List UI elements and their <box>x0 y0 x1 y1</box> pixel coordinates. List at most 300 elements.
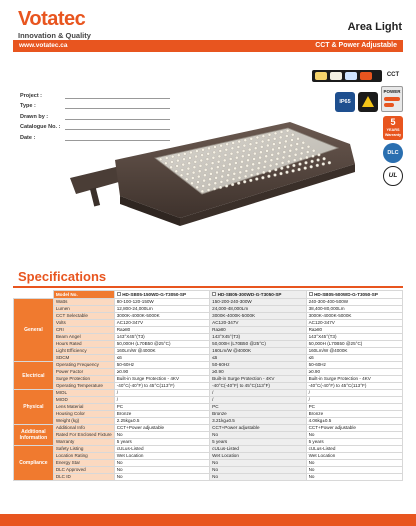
led-dot <box>253 158 256 161</box>
led-dot <box>267 139 270 142</box>
led-dot <box>274 174 277 177</box>
spec-value: 3000K-4000K-5000K <box>306 313 402 320</box>
model-row-spacer <box>14 291 54 299</box>
led-dot <box>243 180 246 183</box>
led-dot <box>244 139 247 142</box>
led-dot <box>317 153 320 156</box>
led-dot <box>257 167 260 170</box>
led-dot <box>261 176 264 179</box>
spec-row-label: Hours Rated <box>53 341 114 348</box>
brand-logo <box>18 8 85 30</box>
led-dot <box>195 150 198 153</box>
spec-row-label: Warranty <box>53 439 114 446</box>
spec-value: 143°X45°(T3) <box>306 334 402 341</box>
spec-value: No <box>114 467 209 474</box>
spec-value: 160Lm/W @4000K <box>210 348 306 355</box>
led-dot <box>210 167 213 170</box>
led-dot <box>209 172 212 175</box>
led-dot <box>226 179 229 182</box>
spec-row <box>14 425 403 432</box>
led-dot <box>201 154 204 157</box>
spec-value: ≤6 <box>114 355 209 362</box>
spec-value: PC <box>210 404 306 411</box>
led-dot <box>215 176 218 179</box>
led-dot <box>280 167 283 170</box>
led-dot <box>328 161 331 164</box>
led-dot <box>279 136 282 139</box>
led-dot <box>200 159 203 162</box>
specifications-table <box>13 290 403 481</box>
spec-value: Wet Location <box>210 453 306 460</box>
spec-row-label: CRI <box>53 327 114 334</box>
spec-value: 3.21kg±0.5 <box>210 418 306 425</box>
led-dot <box>164 162 167 165</box>
led-dot <box>245 170 248 173</box>
led-dot <box>307 145 310 148</box>
led-dot <box>288 155 291 158</box>
spec-value: No <box>114 460 209 467</box>
led-dot <box>191 182 194 185</box>
led-dot <box>259 151 262 154</box>
led-dot <box>217 160 220 163</box>
led-dot <box>207 189 210 192</box>
spec-row <box>14 467 403 474</box>
spec-value: No <box>114 432 209 439</box>
led-dot <box>278 141 281 144</box>
spec-value: ≤6 <box>210 355 306 362</box>
led-dot <box>213 151 216 154</box>
led-dot <box>286 129 289 132</box>
spec-value: ≥0.90 <box>210 369 306 376</box>
led-dot <box>255 178 258 181</box>
led-dot <box>249 143 252 146</box>
led-dot <box>235 156 238 159</box>
spec-value: No <box>210 432 306 439</box>
header-subtitle: CCT & Power Adjustable <box>315 41 397 49</box>
spec-row-label: Volts <box>53 320 114 327</box>
led-dot <box>209 178 212 181</box>
led-dot <box>247 154 250 157</box>
spec-row-label: MIOD <box>53 397 114 404</box>
led-dot <box>243 144 246 147</box>
spec-value: 150-200-240-300W <box>210 299 306 306</box>
led-dot <box>239 171 242 174</box>
led-dot <box>203 174 206 177</box>
led-dot <box>219 186 222 189</box>
spec-group-label: Additional Information <box>14 425 54 446</box>
led-dot <box>291 133 294 136</box>
led-dot <box>232 142 235 145</box>
spec-value: 160Lm/W @4000K <box>306 348 402 355</box>
spec-row <box>14 460 403 467</box>
led-dot <box>269 164 272 167</box>
type-field-label: Type : <box>20 103 36 109</box>
badge-warranty-years: 5 <box>390 117 396 127</box>
led-dot <box>165 157 168 160</box>
led-dot <box>159 158 162 161</box>
led-dot <box>231 147 234 150</box>
led-dot <box>286 171 289 174</box>
spec-row-label: Lens Material <box>53 404 114 411</box>
led-dot <box>268 170 271 173</box>
led-dot <box>231 183 234 186</box>
spec-row <box>14 446 403 453</box>
led-dot <box>232 178 235 181</box>
spec-value: No <box>210 474 306 481</box>
led-dot <box>311 160 314 163</box>
spec-row <box>14 404 403 411</box>
led-dot <box>207 152 210 155</box>
spec-value: PC <box>114 404 209 411</box>
led-dot <box>323 157 326 160</box>
led-dot <box>201 190 204 193</box>
spec-row <box>14 397 403 404</box>
led-dot <box>316 164 319 167</box>
led-dot <box>271 153 274 156</box>
model-cell[interactable] <box>306 291 402 299</box>
spec-value: Wet Location <box>114 453 209 460</box>
led-dot <box>203 179 206 182</box>
led-dot <box>227 174 230 177</box>
led-dot <box>187 167 190 170</box>
led-dot <box>195 155 198 158</box>
spec-value: AC120-347V <box>306 320 402 327</box>
led-dot <box>272 143 275 146</box>
led-dot <box>176 159 179 162</box>
catalogue-field-label: Catalogue No. : <box>20 124 61 130</box>
led-dot <box>259 156 262 159</box>
date-field-label: Date : <box>20 134 36 141</box>
led-dot <box>311 155 314 158</box>
spec-value: 143°X45°(T3) <box>210 334 306 341</box>
footer-bar <box>0 514 416 526</box>
project-field-label: Project : <box>20 92 43 99</box>
spec-value: 3000K-4000K-5000K <box>210 313 306 320</box>
led-dot <box>219 150 222 153</box>
model-checkbox[interactable] <box>309 292 313 296</box>
led-dot <box>180 174 183 177</box>
spec-row-label: Rated For Enclosed Fixture <box>53 432 114 439</box>
badge-dlc-label: DLC <box>387 150 399 156</box>
drawn-by-field-label: Drawn by : <box>20 113 49 120</box>
spec-row-label: Energy Star <box>53 460 114 467</box>
led-dot <box>275 163 278 166</box>
badge-power-bar <box>384 97 400 101</box>
led-dot <box>224 154 227 157</box>
spec-value: Built-in Surge Protection - 4KV <box>210 376 306 383</box>
led-dot <box>220 180 223 183</box>
led-dot <box>204 168 207 171</box>
badge-warranty-label: Warranty <box>384 133 402 137</box>
led-dot <box>285 135 288 138</box>
led-dot <box>299 157 302 160</box>
led-dot <box>277 152 280 155</box>
led-dot <box>267 175 270 178</box>
spec-value: Bronze <box>114 411 209 418</box>
model-checkbox[interactable] <box>117 292 121 296</box>
spec-value: No <box>210 460 306 467</box>
led-dot <box>268 133 271 136</box>
spec-value: AC120-347V <box>114 320 209 327</box>
led-dot <box>238 176 241 179</box>
led-dot <box>230 152 233 155</box>
spec-value: Wet Location <box>306 453 402 460</box>
spec-row-label: Housing Color <box>53 411 114 418</box>
spec-value: ≥0.90 <box>306 369 402 376</box>
led-dot <box>266 144 269 147</box>
spec-value: Bronze <box>210 411 306 418</box>
badge-ip65-label: IP65 <box>339 99 351 105</box>
spec-row <box>14 348 403 355</box>
badge-power-bar-2 <box>384 103 394 107</box>
led-dot <box>229 158 232 161</box>
badge-warning-triangle <box>362 96 374 107</box>
spec-value: 2.25kg±0.5 <box>114 418 209 425</box>
led-dot <box>206 158 209 161</box>
spec-row-label: Light Efficiency <box>53 348 114 355</box>
led-dot <box>186 173 189 176</box>
spec-row <box>14 369 403 376</box>
model-cell[interactable] <box>210 291 306 299</box>
led-dot <box>274 132 277 135</box>
led-dot <box>208 183 211 186</box>
spec-value: Built-in Surge Protection - 4KV <box>114 376 209 383</box>
badge-ul-label: UL <box>388 172 398 179</box>
led-dot <box>241 160 244 163</box>
spec-value: 50,000H (L70B50 @25°C) <box>114 341 209 348</box>
brand-tagline: Innovation & Quality <box>18 31 91 40</box>
project-field-line <box>65 91 170 99</box>
led-dot <box>276 157 279 160</box>
led-dot <box>251 168 254 171</box>
model-row <box>14 291 403 299</box>
led-dot <box>280 131 283 134</box>
spec-value: 50,000H (L70B50 @25°C) <box>210 341 306 348</box>
spec-value: 50,000H (L70B50 @25°C) <box>306 341 402 348</box>
led-dot <box>221 175 224 178</box>
led-dot <box>305 161 308 164</box>
led-dot <box>272 148 275 151</box>
led-dot <box>266 149 269 152</box>
spec-row-label: DLC Approved <box>53 467 114 474</box>
led-dot <box>290 144 293 147</box>
led-dot <box>291 139 294 142</box>
led-dot <box>197 175 200 178</box>
spec-value: Ra≥80 <box>114 327 209 334</box>
led-dot <box>261 140 264 143</box>
spec-value: PC <box>306 404 402 411</box>
led-dot <box>252 163 255 166</box>
spec-row <box>14 313 403 320</box>
spec-value: ≤6 <box>306 355 402 362</box>
led-dot <box>214 182 217 185</box>
spec-row-label: Watts <box>53 299 114 306</box>
spec-value: 12,800-24,000Lm <box>114 306 209 313</box>
led-dot <box>262 135 265 138</box>
spec-row-label: Operating Temperature <box>53 383 114 390</box>
spec-row <box>14 390 403 397</box>
led-dot <box>242 150 245 153</box>
spec-value: / <box>114 397 209 404</box>
led-dot <box>211 162 214 165</box>
spec-value: No <box>306 474 402 481</box>
led-dot <box>223 159 226 162</box>
model-number: HD-SB05-150WD-G-T3050-SP <box>122 291 187 297</box>
spec-value: 240-300-400-500W <box>306 299 402 306</box>
led-dot <box>294 153 297 156</box>
led-dot <box>238 140 241 143</box>
spec-row <box>14 362 403 369</box>
led-dot <box>287 160 290 163</box>
led-dot <box>292 169 295 172</box>
led-dot <box>237 182 240 185</box>
spec-row-label: Safety Listing <box>53 446 114 453</box>
led-dot <box>222 164 225 167</box>
spec-value: / <box>306 390 402 397</box>
spec-row <box>14 334 403 341</box>
led-dot <box>298 168 301 171</box>
led-dot <box>202 185 205 188</box>
spec-value: Ra≥80 <box>210 327 306 334</box>
led-dot <box>188 162 191 165</box>
spec-row-label: Operating Frequency <box>53 362 114 369</box>
website-url[interactable]: www.votatec.ca <box>19 41 68 49</box>
spec-group-label: Compliance <box>14 446 54 481</box>
led-dot <box>234 167 237 170</box>
led-dot <box>197 181 200 184</box>
led-dot <box>220 144 223 147</box>
led-dot <box>317 159 320 162</box>
spec-value: CCT+Power adjustable <box>114 425 209 432</box>
led-dot <box>218 155 221 158</box>
led-dot <box>249 179 252 182</box>
model-number: HD-SB05-500WD-G-T3050-SP <box>314 291 378 297</box>
specifications-rule <box>13 286 403 288</box>
spec-value: -40°C(-40°F) to 45°C(113°F) <box>306 383 402 390</box>
spec-value: cULus-Listed <box>114 446 209 453</box>
spec-group-label: General <box>14 299 54 362</box>
badge-warranty-years-label: YEARS <box>386 128 400 132</box>
spec-value: 5 years <box>306 439 402 446</box>
spec-row <box>14 411 403 418</box>
led-dot <box>233 172 236 175</box>
spec-value: 50-60Hz <box>306 362 402 369</box>
led-dot <box>189 156 192 159</box>
led-dot <box>281 161 284 164</box>
led-dot <box>305 156 308 159</box>
spec-value: 160Lm/W @4000K <box>114 348 209 355</box>
model-label: Model No. <box>53 291 114 299</box>
led-dot <box>170 161 173 164</box>
led-dot <box>260 145 263 148</box>
led-dot <box>234 162 237 165</box>
spec-group-label: Electrical <box>14 362 54 390</box>
led-dot <box>262 171 265 174</box>
led-dot <box>263 166 266 169</box>
led-dot <box>246 164 249 167</box>
led-dot <box>304 167 307 170</box>
badge-cct-swatch-2 <box>330 72 342 80</box>
specifications-title: Specifications <box>18 269 107 284</box>
led-dot <box>253 152 256 155</box>
spec-value: 5 years <box>210 439 306 446</box>
led-dot <box>181 169 184 172</box>
spec-value: -40°C(-40°F) to 45°C(113°F) <box>210 383 306 390</box>
led-dot <box>192 171 195 174</box>
spec-row <box>14 432 403 439</box>
led-dot <box>278 147 281 150</box>
led-dot <box>244 175 247 178</box>
spec-value: No <box>114 474 209 481</box>
spec-row <box>14 306 403 313</box>
led-dot <box>310 165 313 168</box>
led-dot <box>228 168 231 171</box>
led-dot <box>202 148 205 151</box>
led-dot <box>196 186 199 189</box>
spec-value: Built-in Surge Protection - 4KV <box>306 376 402 383</box>
led-dot <box>222 170 225 173</box>
led-dot <box>208 147 211 150</box>
spec-row-label: Lumen <box>53 306 114 313</box>
led-dot <box>216 171 219 174</box>
spec-value: / <box>306 397 402 404</box>
spec-row-label: Additional Info <box>53 425 114 432</box>
led-dot <box>226 143 229 146</box>
led-dot <box>284 140 287 143</box>
spec-value: / <box>114 390 209 397</box>
led-dot <box>212 156 215 159</box>
spec-row-label: MIOL <box>53 390 114 397</box>
spec-value: 24,000-48,000Lm <box>210 306 306 313</box>
spec-value: 50-60Hz <box>114 362 209 369</box>
led-dot <box>185 178 188 181</box>
spec-row <box>14 453 403 460</box>
model-checkbox[interactable] <box>212 292 216 296</box>
spec-row <box>14 418 403 425</box>
spec-value: / <box>210 390 306 397</box>
badge-cct-label: CCT <box>386 72 400 78</box>
led-dot <box>283 151 286 154</box>
spec-row-label: Power Factor <box>53 369 114 376</box>
badge-cct-swatch-4 <box>360 72 372 80</box>
led-dot <box>312 149 315 152</box>
led-dot <box>228 163 231 166</box>
spec-value: CCT+Power adjustable <box>210 425 306 432</box>
project-field[interactable] <box>20 88 170 99</box>
led-dot <box>292 164 295 167</box>
led-dot <box>255 141 258 144</box>
led-dot <box>322 163 325 166</box>
led-dot <box>248 148 251 151</box>
model-cell[interactable] <box>114 291 209 299</box>
spec-value: cULus-Listed <box>210 446 306 453</box>
brand-logo-rest: otatec <box>29 8 86 30</box>
led-dot <box>254 147 257 150</box>
spec-value: No <box>210 467 306 474</box>
header-bar <box>13 40 403 52</box>
spec-value: cULus-Listed <box>306 446 402 453</box>
spec-value: 80-100-120-150W <box>114 299 209 306</box>
spec-row-label: CCT Selectable <box>53 313 114 320</box>
led-dot <box>199 164 202 167</box>
led-dot <box>183 158 186 161</box>
spec-value: 50-60Hz <box>210 362 306 369</box>
led-dot <box>293 159 296 162</box>
spec-value: 5 years <box>114 439 209 446</box>
led-dot <box>247 159 250 162</box>
type-field[interactable] <box>20 99 170 110</box>
led-dot <box>301 147 304 150</box>
